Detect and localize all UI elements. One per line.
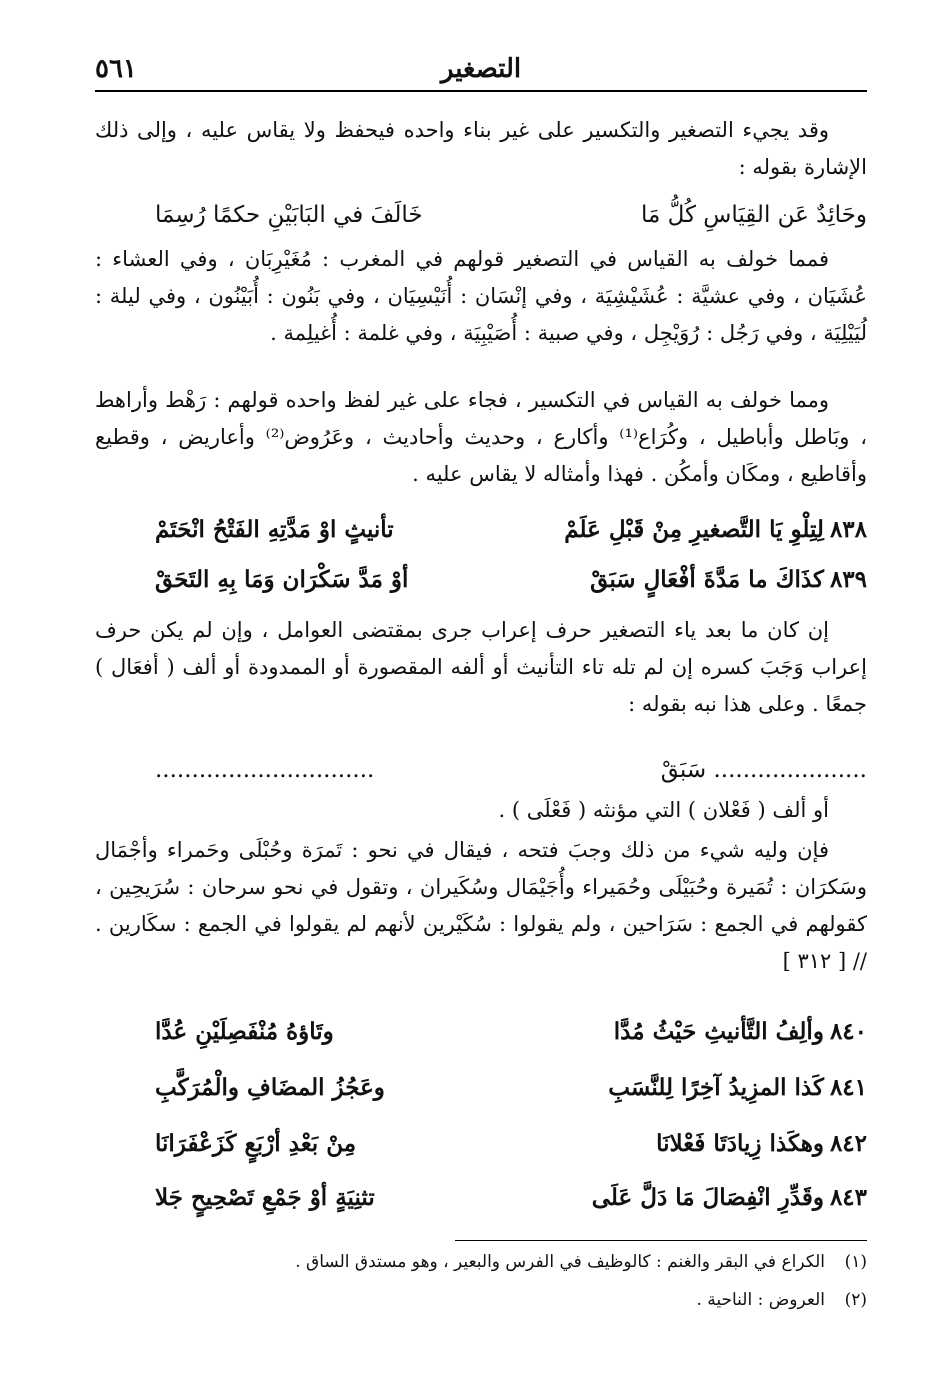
paragraph-5: أو ألف ( فَعْلان ) التي مؤنثه ( فَعْلَى ) . [498, 798, 829, 822]
verse-line-841 [95, 1068, 867, 1108]
verse-hemistich-first: وقَدِّرِ انْفِصَالَ مَا دَلَّ عَلَى [591, 1184, 824, 1211]
verse-hemistich-first: كَذا المزِيدُ آخِرًا لِلنَّسَبِ [608, 1074, 824, 1101]
verse-line-840 [95, 1012, 867, 1052]
verse-hemistich-first: وهكَذا زِيادَتَا فَعْلانَا [656, 1130, 824, 1157]
verse-hemistich-second: مِنْ بَعْدِ أرْبَعٍ كَزَعْفَرَانَا [155, 1130, 357, 1157]
verse-hemistich-second: تأنيثٍ اوْ مَدَّتِهِ الفَتْحُ انْحَتَمْ [155, 516, 394, 543]
page-header [95, 52, 867, 92]
paragraph-1: وقد يجيء التصغير والتكسير على غير بناء واحده فيحفظ ولا يقاس عليه ، وإلى ذلك الإشارة بقوله : [95, 118, 867, 179]
verse-line-842 [95, 1124, 867, 1164]
verse-number: ٨٤٠ [829, 1018, 867, 1045]
verse-line-839 [95, 560, 867, 600]
footnote-text: العروض : الناحية . [696, 1290, 825, 1310]
verse-number: ٨٤٢ [829, 1130, 867, 1157]
verse-hemistich-second: وعَجُزُ المضَافِ والْمُرَكَّبِ [155, 1074, 385, 1101]
verse-number: ٨٤٣ [829, 1184, 867, 1211]
paragraph-4: إن كان ما بعد ياء التصغير حرف إعراب جرى بمقتضى العوامل ، وإن لم يكن حرف إعراب وَجَبَ كسره إن لم تله تاء التأنيث أو ألفه المقصورة أو الممدودة أو ألف ( أفعَال ) جمعًا . وعلى هذا نبه بقوله : [95, 618, 867, 716]
verse-hemistich-second: تثنِيَةٍ أوْ جَمْعِ تَصْحِيحٍ جَلا [155, 1184, 375, 1211]
verse-hemistich-second: أوْ مَدَّ سَكْرَان وَمَا بِهِ التَحَقْ [155, 566, 409, 593]
verse-hemistich-first: وحَائِدٌ عَن القِيَاسِ كُلُّ مَا [640, 202, 867, 228]
verse-line-838 [95, 510, 867, 550]
paragraph-3: ومما خولف به القياس في التكسير ، فجاء على غير لفظ واحده قولهم : رَهْط وأراهط ، وبَاطل وأباطيل ، وكُرَاع⁽¹⁾ وأكارع ، وحديث وأحاديث ، وعَرُوض⁽²⁾ وأعاريض ، وقطيع وأقاطيع ، ومكَان وأمكُن . فهذا وأمثاله لا يقاس عليه . [95, 388, 867, 486]
verse-hemistich-first: لِتِلْوِ يَا التَّصغيرِ مِنْ قَبْلِ عَلَمْ [564, 516, 824, 543]
footnote-number: (٢) [844, 1290, 867, 1310]
verse-number: ٨٤١ [829, 1074, 867, 1101]
footnote-1 [95, 1248, 867, 1276]
verse-line [95, 195, 867, 235]
verse-hemistich-first: كذَاكَ ما مَدَّةَ أفْعَالٍ سَبَقْ [590, 566, 824, 593]
verse-hemistich-second: وتَاؤهُ مُنْفَصِلَيْنِ عُدَّا [155, 1018, 334, 1045]
verse-hemistich-first: وألِفُ التَّأنيثِ حَيْثُ مُدَّا [613, 1018, 824, 1045]
footnote-number: (١) [844, 1252, 867, 1272]
verse-number: ٨٣٩ [829, 566, 867, 593]
paragraph-2: فمما خولف به القياس في التصغير قولهم في المغرب : مُغَيْرِبَان ، وفي العشاء : عُشَيَان ، وفي عشيَّة : عُشَيْشِيَة ، وفي إنْسَان : أُنَيْسِيَان ، وفي بَنُون : أُبَيْنُون ، وفي ليلة : لُيَيْلِيَة ، وفي رَجُل : رُوَيْجِل ، وفي صبية : أُصَيْبِيَة ، وفي غلمة : أُغيلِمة . [95, 247, 867, 345]
verse-excerpt [95, 750, 867, 790]
verse-line-843 [95, 1178, 867, 1218]
footnote-2 [95, 1286, 867, 1314]
paragraph-6: فإن وليه شيء من ذلك وجبَ فتحه ، فيقال في نحو : تَمرَة وحُبْلَى وحَمراء وأجْمَال وسَكرَان : تُمَيرة وحُبَيْلَى وحُمَيراء وأُجَيْمَال وسُكَيران ، وتقول في نحو سرحان : سُرَيحِين ، كقولهم في الجمع : سَرَاحين ، ولم يقولوا : سُكَيْرين لأنهم لم يقولوا في الجمع : سكَارين . // [ ٣١٢ ] [95, 838, 867, 973]
header-rule [95, 90, 867, 92]
verse-hemistich-second: .............................. [155, 757, 375, 783]
verse-hemistich-first: ..................... سَبَقْ [660, 757, 867, 783]
verse-number: ٨٣٨ [829, 516, 867, 543]
footnote-text: الكراع في البقر والغنم : كالوظيف في الفرس والبعير ، وهو مستدق الساق . [295, 1252, 825, 1272]
running-title: التصغير [440, 54, 522, 84]
verse-hemistich-second: خَالَفَ في البَابَيْنِ حكمًا رُسِمَا [155, 202, 423, 228]
page-number: ٥٦١ [95, 54, 137, 84]
footnote-separator [455, 1240, 867, 1241]
